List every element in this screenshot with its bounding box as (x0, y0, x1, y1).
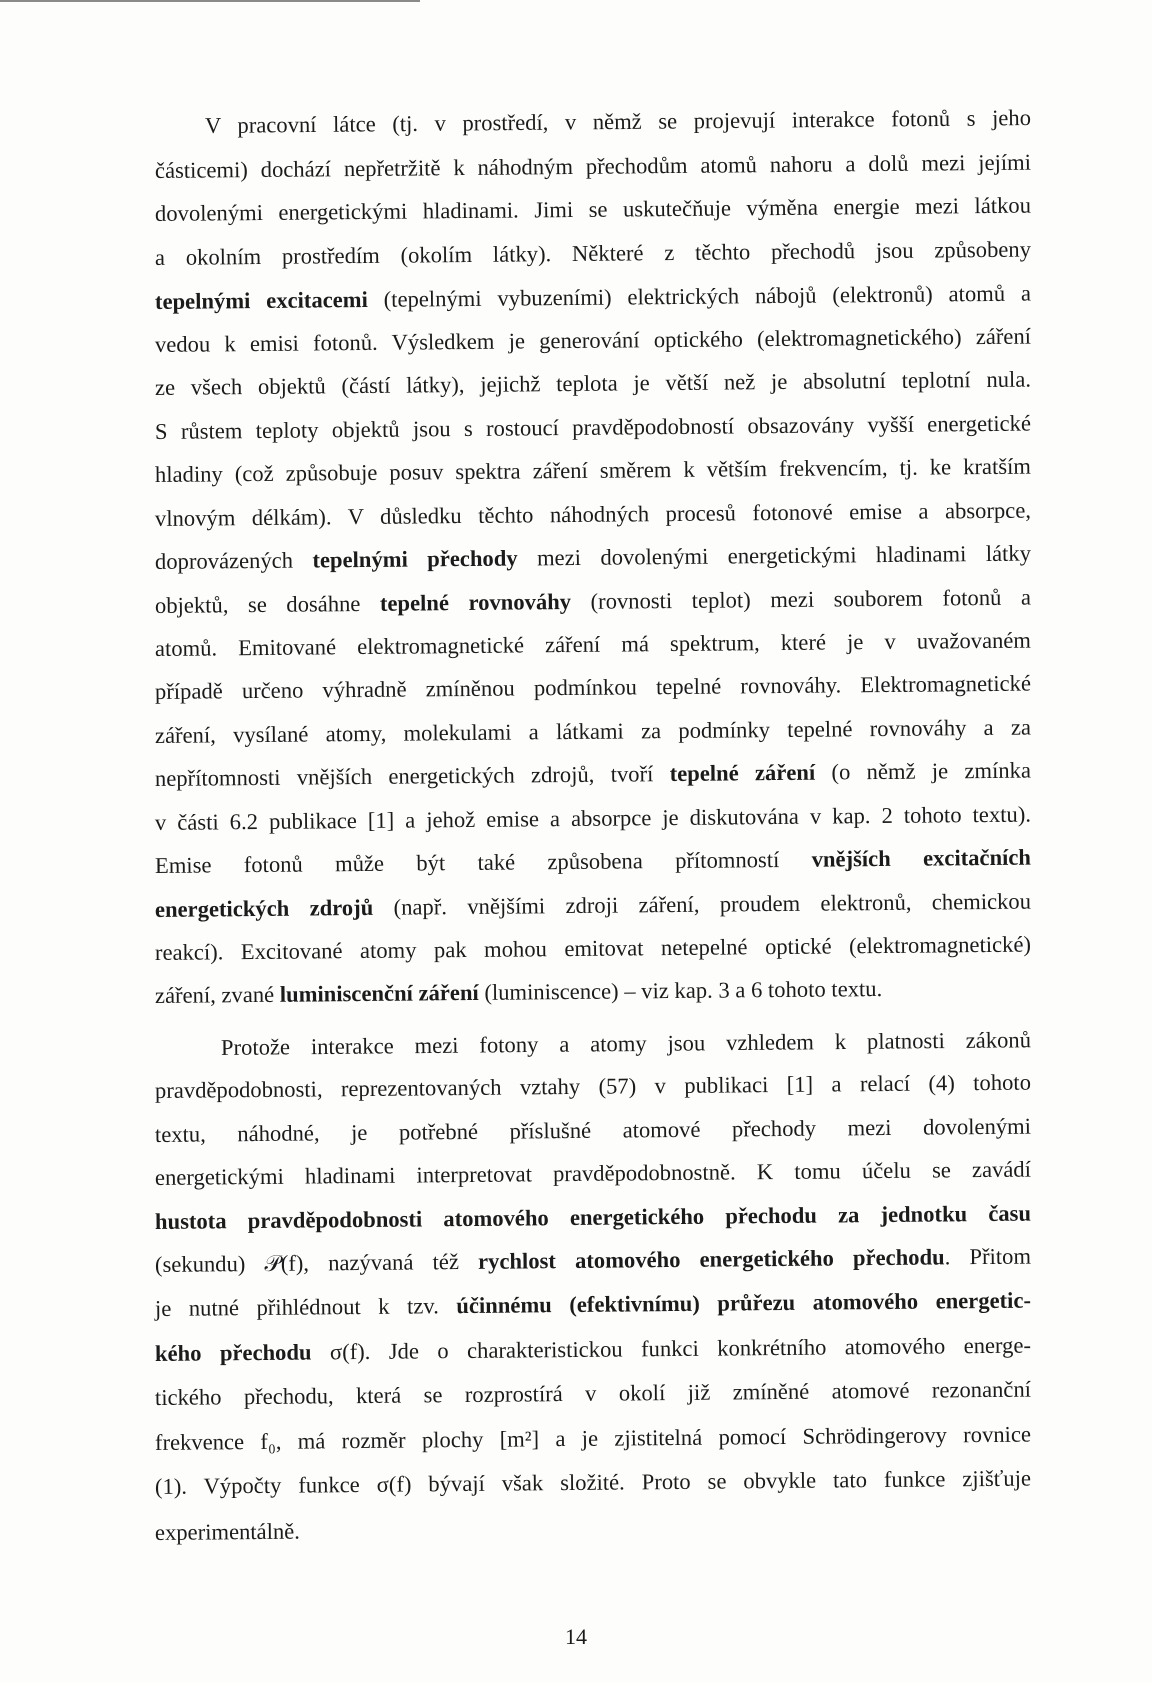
term-luminescence-radiation: luminiscenční záření (279, 979, 479, 1007)
paragraph-1-line-21: záření, zvané luminiscenční záření (luminiscence) – viz kap. 3 a 6 tohoto textu. (154, 976, 883, 1008)
page-number: 14 (565, 1624, 587, 1649)
paragraph-1-line-10: vlnovým délkám). V důsledku těchto náhodných procesů fotonové emise a absorpce, (154, 497, 1032, 531)
paragraph-2-line-9: tického přechodu, která se rozprostírá v okolí již zmíněné atomové rezonanční (154, 1376, 1032, 1410)
paragraph-2-line-7: je nutné přihlédnout k tzv. účinnému (efektivnímu) průřezu atomového energetic- (154, 1287, 1032, 1321)
paragraph-2-line-4: energetickými hladinami interpretovat pravděpodobnostně. K tomu účelu se zavádí (154, 1156, 1032, 1190)
paragraph-1-line-14: případě určeno výhradně zmíněnou podmínkou tepelné rovnováhy. Elektromagnetické (154, 670, 1032, 704)
paragraph-2-line-10: frekvence f₀, má rozměr plochy [m²] a je zjistitelná pomocí Schrödingerovy rovnice (154, 1421, 1032, 1455)
paragraph-1-line-18: Emise fotonů může být také způsobena přítomností vnějších excitačních (154, 844, 1032, 878)
paragraph-1-line-9: hladiny (což způsobuje posuv spektra záření směrem k větším frekvencím, tj. ke kratším (154, 453, 1032, 487)
term-thermal-equilibrium: tepelné rovnováhy (379, 589, 572, 616)
paragraph-2-line-2: pravděpodobnosti, reprezentovaných vztahy (57) v publikaci [1] a relací (4) tohoto (154, 1069, 1032, 1103)
paragraph-1-line-13: atomů. Emitované elektromagnetické záření má spektrum, které je v uvažovaném (154, 627, 1032, 661)
paragraph-2-line-6: (sekundu) 𝒫(f), nazývaná též rychlost atomového energetického přechodu. Přitom (154, 1243, 1032, 1277)
paragraph-1-line-12: objektů, se dosáhne tepelné rovnováhy (rovnosti teplot) mezi souborem fotonů a (154, 584, 1032, 618)
paragraph-1-line-20: reakcí). Excitované atomy pak mohou emitovat netepelné optické (elektromagnetické) (154, 931, 1032, 965)
paragraph-1-line-19: energetických zdrojů (např. vnějšími zdroji záření, proudem elektronů, chemickou (154, 888, 1032, 922)
term-transition-probability-density: hustota pravděpodobnosti atomového energetického přechodu za jednotku času (154, 1200, 1032, 1234)
paragraph-1-line-11: doprovázených tepelnými přechody mezi dovolenými energetickými hladinami látky (154, 540, 1032, 574)
paragraph-2-line-1: Protože interakce mezi fotony a atomy jsou vzhledem k platnosti zákonů (220, 1027, 1032, 1060)
paragraph-2-line-3: textu, náhodné, je potřebné příslušné atomové přechody mezi dovolenými (154, 1113, 1032, 1147)
term-thermal-excitations: tepelnými excitacemi (154, 286, 368, 314)
paragraph-1-line-15: záření, vysílané atomy, molekulami a látkami za podmínky tepelné rovnováhy a za (154, 714, 1032, 748)
term-cross-section: účinnému (efektivnímu) průřezu atomového energetic- (456, 1287, 1032, 1319)
term-thermal-transitions: tepelnými přechody (312, 545, 518, 573)
term-cross-section-cont: kého přechodu (154, 1339, 312, 1366)
paragraph-1-line-1: V pracovní látce (tj. v prostředí, v němž se projevují interakce fotonů s jeho (204, 105, 1032, 138)
paragraph-2-line-11: (1). Výpočty funkce σ(f) bývají však složité. Proto se obvykle tato funkce zjišťuje (154, 1465, 1032, 1499)
term-transition-rate: rychlost atomového energetického přechodu (477, 1244, 945, 1274)
paragraph-1-line-7: ze všech objektů (částí látky), jejichž teplota je větší než je absolutní teplotní nula. (154, 366, 1032, 400)
paragraph-1-line-4: a okolním prostředím (okolím látky). Některé z těchto přechodů jsou způsobeny (154, 236, 1032, 270)
scan-edge-line (0, 0, 420, 2)
paragraph-1-line-16: nepřítomnosti vnějších energetických zdrojů, tvoří tepelné záření (o němž je zmínka (154, 757, 1032, 791)
term-energy-sources: energetických zdrojů (154, 894, 374, 922)
paragraph-1-line-3: dovolenými energetickými hladinami. Jimi se uskutečňuje výměna energie mezi látkou (154, 192, 1032, 226)
paragraph-2-line-5 (155, 1199, 1031, 1239)
term-external-excitation: vnějších excitačních (811, 844, 1032, 872)
paragraph-1-line-6: vedou k emisi fotonů. Výsledkem je generování optického (elektromagnetického) záření (154, 323, 1032, 357)
paragraph-1-line-17: v části 6.2 publikace [1] a jehož emise a absorpce je diskutována v kap. 2 tohoto textu). (154, 801, 1032, 835)
paragraph-1-line-2: částicemi) dochází nepřetržitě k náhodným přechodům atomů nahoru a dolů mezi jejími (154, 149, 1032, 183)
paragraph-2-line-12: experimentálně. (154, 1518, 301, 1545)
term-thermal-radiation: tepelné záření (669, 759, 816, 787)
paragraph-1-line-5: tepelnými excitacemi (tepelnými vybuzeními) elektrických nábojů (elektronů) atomů a (154, 280, 1032, 314)
paragraph-2-line-8: kého přechodu σ(f). Jde o charakteristickou funkci konkrétního atomového energe- (154, 1332, 1032, 1366)
paragraph-1-line-8: S růstem teploty objektů jsou s rostoucí pravděpodobností obsazovány vyšší energetické (154, 410, 1032, 444)
